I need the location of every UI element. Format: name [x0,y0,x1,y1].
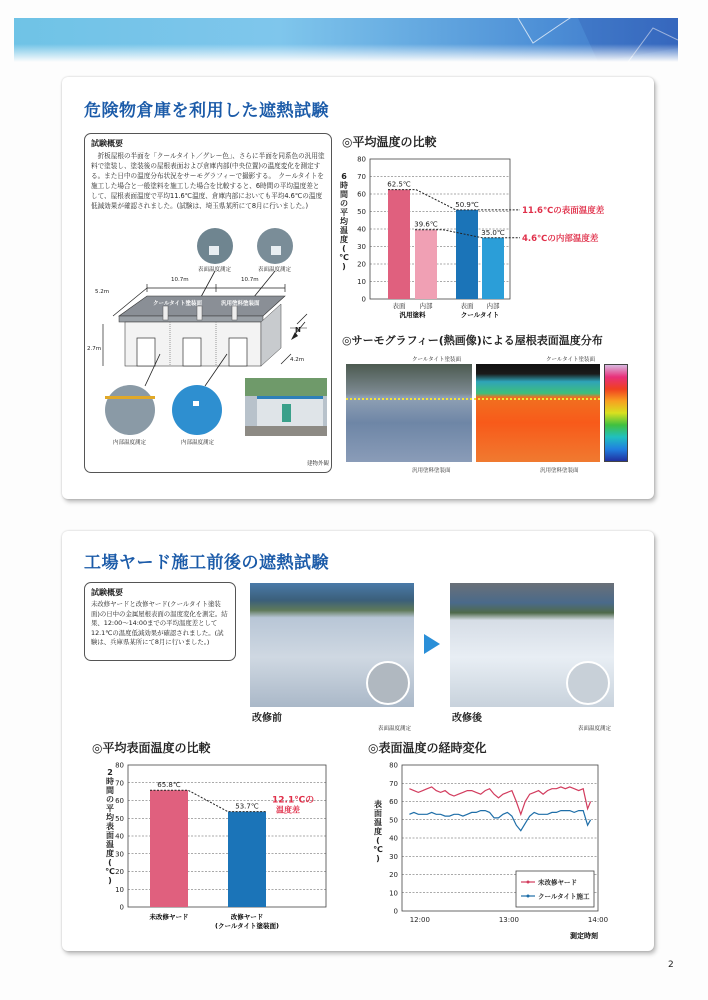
y-axis-label-char: 均 [340,217,348,226]
header-banner [14,18,678,62]
y-axis-label-char: の [340,199,348,208]
y-axis-label-char: 温 [374,818,382,827]
depth-bottom-label: 4.2m [290,357,305,363]
surface-measure-label-1: 表面温度測定 [198,267,232,273]
y-axis-label-char: 面 [106,831,114,840]
x-axis-label: 測定時刻 [570,932,598,940]
width-label-2: 10.7m [241,277,259,283]
bar-value-label: 65.8℃ [157,781,181,790]
boundary-line [346,398,600,400]
height-label: 2.7m [87,346,102,352]
group-label: クールタイト [460,311,500,319]
y-axis-label-char: の [106,795,114,804]
before-measure-circle [366,661,410,705]
overview-text: 折板屋根の半面を「クールタイト／グレー色」、さらに半面を同系色の汎用塗料で塗装し、塗装後の屋根表面および倉庫内部(中央位置)の温度変化を測定する。また日中の温度分布状況をサーモグラフィーで撮影する。 クールタイトを施工した場合と一般塗料を施工した場合を比較すると、6時間の平均温度差として、屋根表面温度で平均11.6℃温度、倉庫内部においても平均4.6℃の温度低減効果が確認されました。(試験は、埼玉県某所にて8月に行いました。) [91,152,325,210]
y-tick-label: 30 [115,850,124,859]
banner-decoration-icon [478,18,678,62]
avg-surface-temp-bar-chart [70,757,350,942]
after-photo [450,583,614,707]
surface-diff-annotation: 11.6℃の表面温度差 [522,205,605,216]
y-tick-label: 10 [357,278,366,286]
y-axis-label-char: 度 [374,827,382,836]
y-tick-label: 40 [357,225,366,234]
x-tick-label: 12:00 [409,916,430,924]
overview-label: 試験概要 [91,588,123,597]
y-axis-label-char: ) [342,262,346,271]
y-axis-label-char: 時 [340,181,348,190]
x-tick-label: 内部 [486,302,500,310]
north-label: N [295,326,301,334]
y-axis-label-char: 表 [106,822,114,831]
bar-value-label: 50.9℃ [455,200,479,209]
y-tick-label: 40 [389,834,398,843]
y-tick-label: 80 [115,761,124,770]
y-tick-label: 80 [389,761,398,770]
series-line-1 [409,811,590,831]
y-tick-label: 80 [357,155,366,164]
y-axis-label-char: 間 [340,190,348,199]
y-axis-label-char: 温 [106,840,114,849]
roof-photo-thermal [476,364,600,462]
panel-warehouse-test [62,77,654,499]
chart1-title: ◎平均温度の比較 [342,135,437,149]
before-photo [250,583,414,707]
y-tick-label: 50 [389,816,398,825]
x-tick-label: 表面 [460,302,474,310]
y-tick-label: 60 [389,798,398,806]
x-tick-sublabel: (クールタイト塗装面) [215,922,279,930]
y-tick-label: 60 [115,797,124,805]
bar [388,190,410,299]
inner-photo-1 [105,385,155,435]
y-axis-label-char: 6 [341,172,347,181]
before-label: 改修前 [252,713,282,724]
inner-photo-2 [172,385,222,435]
surface-temp-line-chart [358,757,638,942]
y-axis-label-char: ) [108,876,112,885]
bar [415,230,437,299]
thermo-label-top-left: クールタイト塗装面 [412,357,462,363]
y-axis-label-char: 度 [106,849,114,858]
y-tick-label: 70 [357,173,366,181]
thermo-title: ◎サーモグラフィー(熱画像)による屋根表面温度分布 [342,334,603,347]
y-axis-label-char: ℃ [339,253,349,262]
legend-label: クールタイト施工 [538,892,590,901]
y-axis-label-char: ( [376,836,380,845]
legend-marker [527,881,530,884]
section-title: 危険物倉庫を利用した遮熱試験 [84,101,329,121]
overview-box [84,582,236,661]
thermo-label-bottom-right: 汎用塗料塗装面 [540,468,579,474]
depth-top-label: 5.2m [95,289,110,295]
legend-box [516,871,594,907]
y-axis-label-char: ( [342,244,346,253]
after-label: 改修後 [452,713,482,724]
x-tick-label: 内部 [419,302,433,310]
y-axis-label-char: 2 [107,768,113,777]
y-tick-label: 10 [389,889,398,898]
section-title: 工場ヤード施工前後の遮熱試験 [84,553,329,573]
y-axis-label-char: ) [376,854,380,863]
y-tick-label: 50 [357,208,366,216]
y-axis-label-char: 表 [374,800,382,809]
y-axis-label-char: 平 [106,804,114,813]
y-tick-label: 0 [361,295,366,304]
thermo-label-top-right: クールタイト塗装面 [546,357,596,363]
exterior-label: 建物外観 [307,461,330,467]
roof-label-generic: 汎用塗料塗装面 [221,301,260,307]
north-arrow-icon [297,314,307,324]
warehouse-diagram [85,226,331,466]
inner-measure-label-2: 内部温度測定 [181,440,215,446]
y-tick-label: 40 [115,832,124,841]
after-measure-label: 表面温度測定 [578,726,612,732]
before-measure-label: 表面温度測定 [378,726,412,732]
y-axis-label-char: 平 [340,208,348,217]
y-tick-label: 0 [393,907,398,916]
roof-photo-visible [346,364,472,462]
avg-temp-bar-chart [330,153,640,323]
y-axis-label-char: 間 [106,786,114,795]
inner-measure-label-1: 内部温度測定 [113,440,147,446]
chart3-title: ◎表面温度の経時変化 [368,741,487,755]
width-label-1: 10.7m [171,277,189,283]
x-tick-label: 未改修ヤード [149,913,189,921]
group-label: 汎用塗料 [399,311,426,319]
page-number: 2 [668,960,674,970]
x-tick-label: 改修ヤード [230,913,264,921]
surface-measure-label-2: 表面温度測定 [258,267,292,273]
y-tick-label: 20 [357,260,366,269]
y-axis-label-char: 温 [340,226,348,235]
diff-annotation: 温度差 [276,805,300,815]
bar [150,790,188,907]
y-tick-label: 20 [115,868,124,876]
bar-value-label: 39.6℃ [414,220,438,229]
thermal-color-scale [604,364,628,462]
panel-factory-yard-test [62,531,654,951]
bar-value-label: 35.0℃ [481,228,505,237]
y-tick-label: 10 [115,885,124,894]
diff-annotation: 12.1℃の [272,795,315,806]
y-tick-label: 20 [389,871,398,879]
bar-value-label: 62.5℃ [387,180,411,189]
overview-label: 試験概要 [91,139,123,148]
bar [456,210,478,299]
y-axis-label-char: 均 [106,813,114,822]
y-axis-label-char: ( [108,858,112,867]
roof-label-coolite: クールタイト塗装面 [153,301,203,307]
after-measure-circle [566,661,610,705]
y-axis-label-char: 面 [374,809,382,818]
thermo-label-bottom-left: 汎用塗料塗装面 [412,468,451,474]
x-tick-label: 表面 [392,302,406,310]
inner-diff-annotation: 4.6℃の内部温度差 [522,233,599,244]
y-tick-label: 70 [115,779,124,788]
legend-marker [527,895,530,898]
x-tick-label: 13:00 [498,916,520,924]
y-axis-label-char: ℃ [373,845,383,854]
y-tick-label: 50 [115,814,124,823]
y-tick-label: 30 [357,243,366,251]
bar [482,238,504,299]
legend-label: 未改修ヤード [538,878,577,887]
arrow-right-icon [424,634,440,654]
y-axis-label-char: ℃ [105,867,115,876]
overview-box [84,133,332,473]
y-tick-label: 30 [389,852,398,861]
overview-text: 未改修ヤードと改修ヤード(クールタイト塗装面)の日中の金属屋根表面の温度変化を測定。結果、12:00～14:00までの平均温度差として12.1℃の温度低減効果が確認されました。(試験は、兵庫県某所にて8月に行いました。) [91,600,228,646]
y-axis-label-char: 度 [340,235,348,244]
y-tick-label: 60 [357,190,366,199]
y-tick-label: 0 [119,903,124,912]
y-axis-label-char: 時 [106,777,114,786]
chart2-title: ◎平均表面温度の比較 [92,741,211,755]
bar-value-label: 53.7℃ [235,802,259,811]
bar [228,812,266,907]
y-tick-label: 70 [389,779,398,788]
x-tick-label: 14:00 [587,916,609,924]
